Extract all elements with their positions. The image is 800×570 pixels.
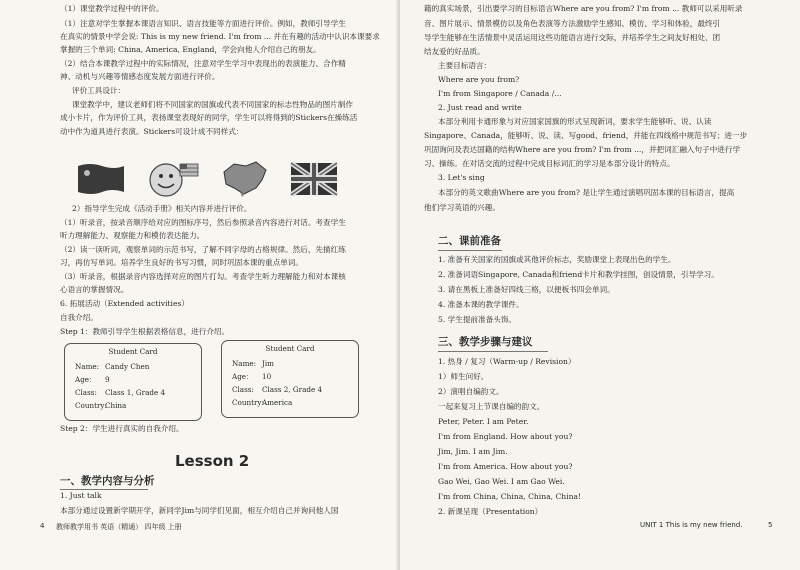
card-title: Student Card xyxy=(265,344,315,353)
section-heading: 二、课前准备 xyxy=(438,235,501,247)
step-line: 2. 新课呈现（Presentation） xyxy=(438,507,543,516)
text-line: 本部分的英文歌曲Where are you from? 是让学生通过演唱巩固本课的目标语言，提高 xyxy=(438,188,735,197)
divider xyxy=(438,250,502,251)
text-line: 3. Let's sing xyxy=(438,173,485,182)
page-number: 5 xyxy=(768,521,773,529)
student-card xyxy=(221,340,359,418)
card-row: Class: Class 2, Grade 4 xyxy=(232,385,323,394)
step-line: I'm from England. How about you? xyxy=(438,432,573,441)
card-title: Student Card xyxy=(108,347,158,356)
text-line: Singapore、Canada，能够听、说、读、写good、friend，并能在四线格中规范书写；进一步 xyxy=(424,131,748,140)
card-row: Age： 9 xyxy=(75,375,110,384)
step-line: I'm from China, China, China, China! xyxy=(438,492,582,501)
text-line: 习，再仿写单词。培养学生良好的书写习惯，同时巩固本课的重点单词。 xyxy=(60,258,303,267)
text-line: 评价工具设计： xyxy=(72,86,126,95)
text-line: 在真实的情景中学会说: This is my new friend. I'm from ... 并在有趣的活动中认识本课要求 xyxy=(60,32,380,41)
text-line: 神、动机与兴趣等情感态度发展方面进行评价。 xyxy=(60,72,220,81)
text-line: 主要目标语言： xyxy=(438,61,492,70)
card-row: Country:America xyxy=(232,398,293,407)
divider xyxy=(60,489,148,490)
text-line: Step 2：学生进行真实的自我介绍。 xyxy=(60,424,184,433)
text-line: 2）指导学生完成《活动手册》相关内容并进行评价。 xyxy=(72,204,252,213)
text-line: （3）听录音，根据录音内容选择对应的图片打勾。考查学生听力理解能力和对本课核 xyxy=(60,272,346,281)
prep-item: 4. 准备本课的教学课件。 xyxy=(438,300,524,309)
text-line: 成小卡片，作为评价工具，表扬课堂表现好的同学，学生可以将得到的Stickers在操练活 xyxy=(60,113,358,122)
text-line: 6. 拓展活动（Extended activities） xyxy=(60,299,189,308)
prep-item: 1. 准备有关国家的国旗或其他评价标志，奖励课堂上表现出色的学生。 xyxy=(438,255,676,264)
page-footer: 教师教学用书 英语（精通） 四年级 上册 xyxy=(56,523,182,531)
text-line: （1）注意对学生掌握本课语言知识、语言技能等方面进行评价。例如，教师引导学生 xyxy=(60,19,346,28)
step-line: Jim, Jim. I am Jim. xyxy=(438,447,508,456)
lesson-title: Lesson 2 xyxy=(175,452,250,470)
card-row: Class: Class 1, Grade 4 xyxy=(75,388,166,397)
text-line: 习、操练。在对话交流的过程中完成目标词汇的学习是本部分设计的特点。 xyxy=(424,159,675,168)
text-line: 籍的真实场景，引出要学习的目标语言Where are you from? I'm from ... 教师可以采用听录 xyxy=(424,4,743,13)
text-line: 自我介绍。 xyxy=(60,313,98,322)
text-line: （2）结合本课教学过程中的实际情况，注意对学生学习中表现出的表演能力、合作精 xyxy=(60,59,346,68)
text-line: 动中作为道具进行表演。Stickers可设计成不同样式： xyxy=(60,127,244,136)
text-line: 课堂教学中，建议老师们将不同国家的国旗或代表不同国家的标志性物品的图片制作 xyxy=(72,100,353,109)
china-map-icon xyxy=(220,158,268,198)
text-line: （1）课堂教学过程中的评价。 xyxy=(60,4,164,13)
text-line: 他们学习英语的兴趣。 xyxy=(424,203,500,212)
china-flag-icon xyxy=(76,160,126,196)
step-line: 1）师生问好。 xyxy=(438,372,489,381)
card-row: Age： 10 xyxy=(232,372,272,381)
divider xyxy=(438,351,548,352)
text-line: 2. Just read and write xyxy=(438,103,522,112)
step-line: Gao Wei, Gao Wei. I am Gao Wei. xyxy=(438,477,565,486)
prep-item: 3. 请在黑板上准备好四线三格，以便板书四会单词。 xyxy=(438,285,615,294)
text-line: 1. Just talk xyxy=(60,491,102,500)
smiley-usa-flag-icon xyxy=(148,160,200,200)
section-heading: 一、教学内容与分析 xyxy=(60,475,155,487)
text-line: （1）听录音，按录音顺序给对应的图标序号，然后参照录音内容进行对话。考查学生 xyxy=(60,218,346,227)
text-line: 本部分通过设置新学期开学，新同学Jim与同学们见面，相互介绍自己并询问他人国 xyxy=(60,506,339,515)
card-row: Country:China xyxy=(75,401,127,410)
prep-item: 2. 准备词语Singapore, Canada和friend卡片和教学挂图，创设情景，引导学习。 xyxy=(438,270,719,279)
text-line: 结友爱的好品质。 xyxy=(424,47,485,56)
step-line: 2）演唱自编韵文。 xyxy=(438,387,504,396)
text-line: （2）读一读听词，观察单词的示范书写，了解不同字母的占格规律。然后，先描红练 xyxy=(60,245,346,254)
text-line: 本部分利用卡通形象与对应国家国旗的形式呈现新词，要求学生能够听、说、认读 xyxy=(438,117,712,126)
text-line: 导学生能够在生活情景中灵活运用这些功能语言进行交际，并培养学生之间友好相处、团 xyxy=(424,33,721,42)
text-line: 音、图片展示、情景模仿以及角色表演等方法激励学生感知、模仿、学习和体验，最终引 xyxy=(424,19,721,28)
page-footer: UNIT 1 This is my new friend. xyxy=(640,521,743,529)
text-line: 巩固询问及表达国籍的结构Where are you from? I'm from ...，并把词汇融入句子中进行学 xyxy=(424,145,741,154)
page-number: 4 xyxy=(40,522,45,530)
student-card xyxy=(64,343,202,421)
step-line: Peter, Peter. I am Peter. xyxy=(438,417,529,426)
text-line: Step 1：教师引导学生根据表格信息，进行介绍。 xyxy=(60,327,230,336)
prep-item: 5. 学生提前准备头饰。 xyxy=(438,315,517,324)
card-row: Name: Jim xyxy=(232,359,274,368)
text-line: Where are you from? xyxy=(438,75,520,84)
step-line: I'm from America. How about you? xyxy=(438,462,573,471)
text-line: 心语言的掌握情况。 xyxy=(60,285,129,294)
uk-flag-icon xyxy=(290,162,338,196)
step-line: 1. 热身 / 复习（Warm-up / Revision） xyxy=(438,357,576,366)
text-line: I'm from Singapore / Canada /... xyxy=(438,89,562,98)
text-line: 掌握的三个单词: China, America, England，学会向他人介绍自己的朋友。 xyxy=(60,45,321,54)
step-line: 一起来复习上节课自编的韵文。 xyxy=(438,402,545,411)
card-row: Name: Candy Chen xyxy=(75,362,150,371)
text-line: 听力理解能力、观察能力和模仿表达能力。 xyxy=(60,231,205,240)
right-page xyxy=(400,0,800,570)
section-heading: 三、教学步骤与建议 xyxy=(438,336,533,348)
